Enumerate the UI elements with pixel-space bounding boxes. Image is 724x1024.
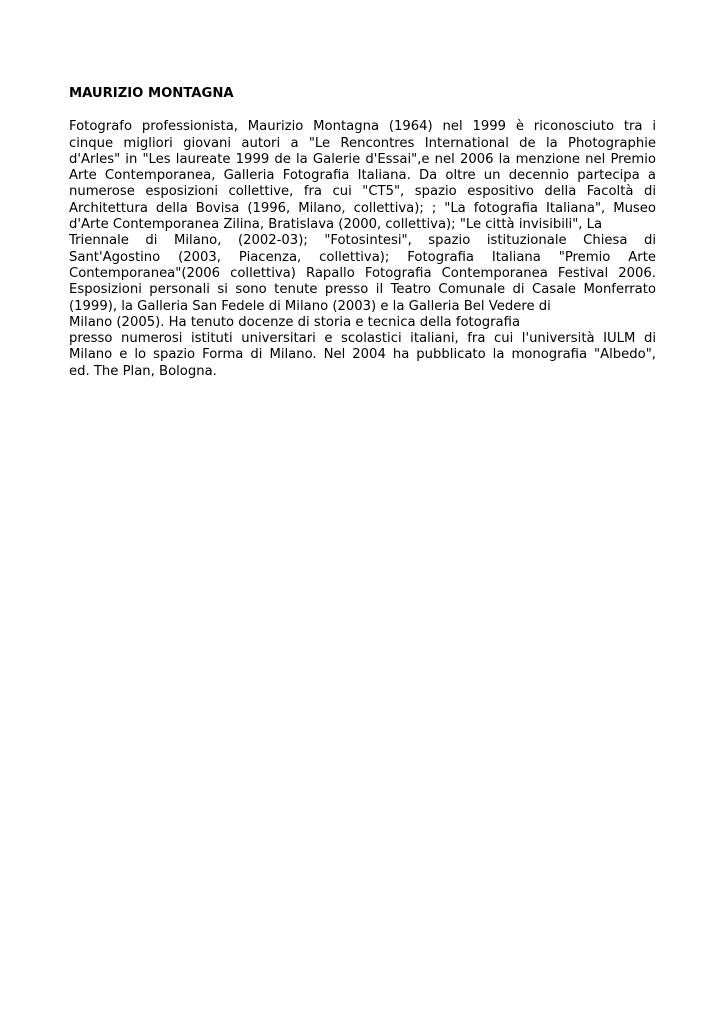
text-line: numerose esposizioni collettive, fra cui "CT5", spazio espositivo della Facoltà di [69,184,656,200]
text-line: Esposizioni personali si sono tenute presso il Teatro Comunale di Casale Monferrato [69,282,656,298]
text-line: (1999), la Galleria San Fedele di Milano (2003) e la Galleria Bel Vedere di [69,298,551,314]
text-line: Fotografo professionista, Maurizio Montagna (1964) nel 1999 è riconosciuto tra i [69,119,656,135]
text-line: Contemporanea"(2006 collettiva) Rapallo Fotografia Contemporanea Festival 2006. [69,265,656,281]
text-line: Sant'Agostino (2003, Piacenza, collettiva); Fotografia Italiana "Premio Arte [69,249,656,265]
text-line: d'Arles" in "Les laureate 1999 de la Galerie d'Essai",e nel 2006 la menzione nel Premio [69,151,656,167]
text-line: Arte Contemporanea, Galleria Fotografia Italiana. Da oltre un decennio partecipa a [69,168,656,184]
text-line: Architettura della Bovisa (1996, Milano, collettiva); ; "La fotografia Italiana", Museo [69,200,656,216]
document-body [69,86,656,380]
text-line: cinque migliori giovani autori a "Le Rencontres International de la Photographie [69,135,656,151]
text-line: Milano e lo spazio Forma di Milano. Nel 2004 ha pubblicato la monografia "Albedo", [69,347,656,363]
text-line: ed. The Plan, Bologna. [69,363,217,379]
text-line: Triennale di Milano, (2002-03); "Fotosintesi", spazio istituzionale Chiesa di [69,233,656,249]
text-line: d'Arte Contemporanea Zilina, Bratislava (2000, collettiva); "Le città invisibili", La [69,217,603,233]
text-line: presso numerosi istituti universitari e scolastici italiani, fra cui l'università IULM di [69,331,656,347]
biography-paragraph [69,119,656,380]
document-title: MAURIZIO MONTAGNA [69,86,234,101]
text-line: Milano (2005). Ha tenuto docenze di storia e tecnica della fotografia [69,314,521,330]
